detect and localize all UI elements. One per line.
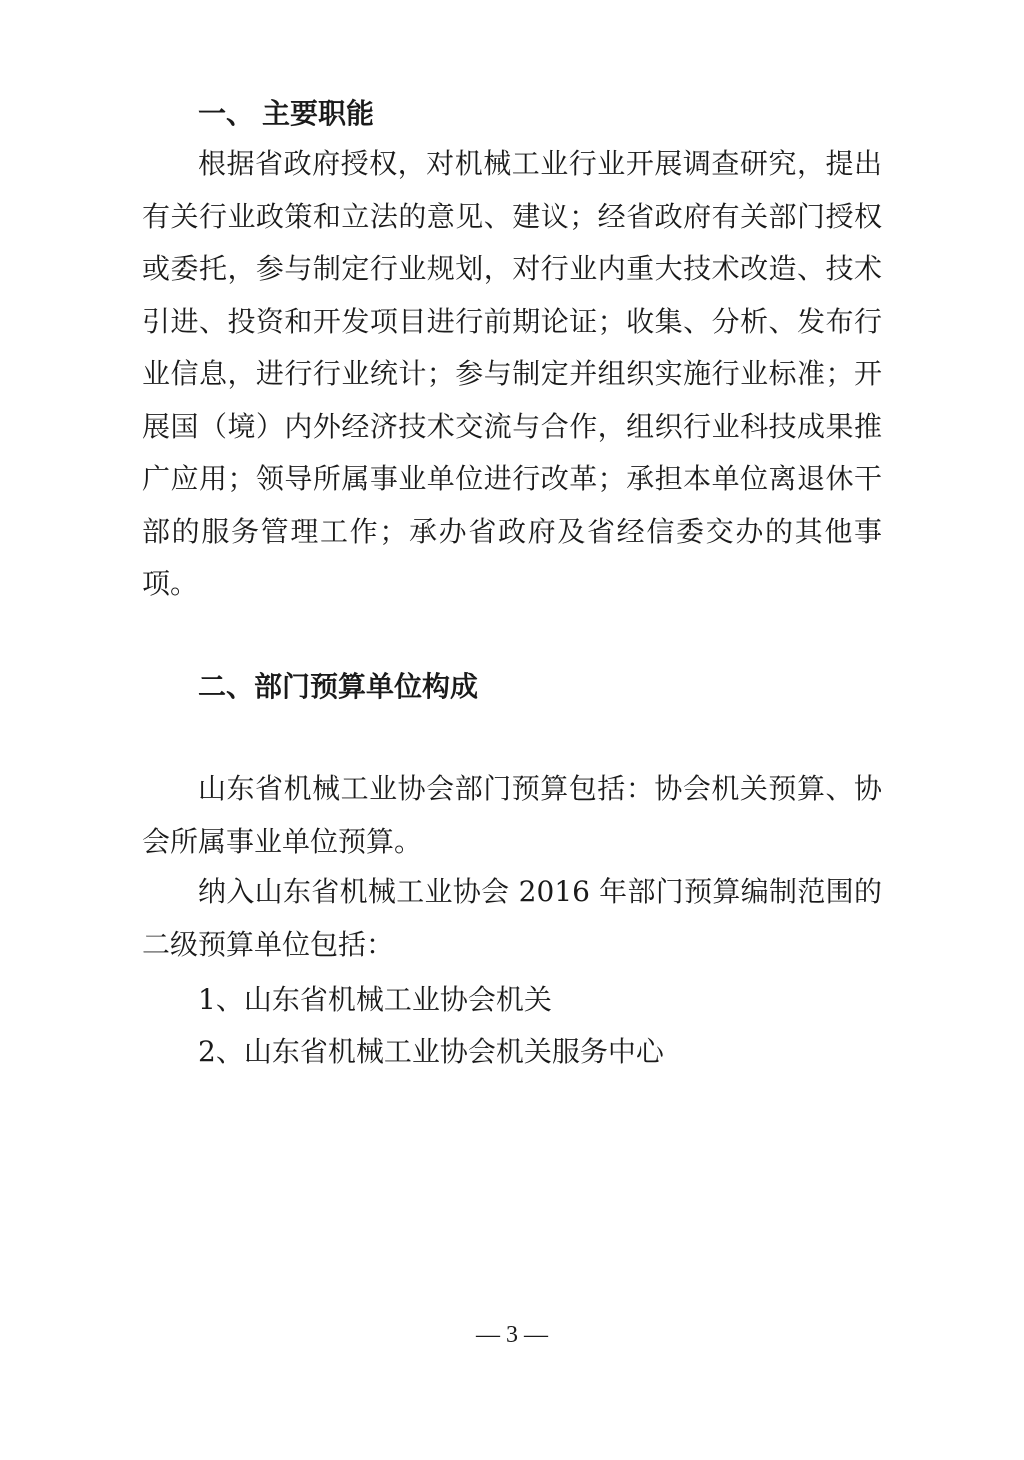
- paragraph-line: 项。: [142, 567, 199, 600]
- paragraph-line: 展国（境）内外经济技术交流与合作，组织行业科技成果推: [142, 409, 882, 443]
- paragraph-line: 二级预算单位包括：: [142, 927, 395, 961]
- section-2-heading: 二、部门预算单位构成: [198, 670, 479, 703]
- page-number: — 3 —: [476, 1322, 548, 1348]
- paragraph-line: 广应用；领导所属事业单位进行改革；承担本单位离退休干: [142, 462, 882, 495]
- section-1-paragraph: [142, 138, 882, 611]
- paragraph-line: 引进、投资和开发项目进行前期论证；收集、分析、发布行: [142, 304, 882, 338]
- paragraph-line: 有关行业政策和立法的意见、建议；经省政府有关部门授权: [142, 199, 882, 233]
- paragraph-line: 业信息，进行行业统计；参与制定并组织实施行业标准；开: [142, 357, 882, 390]
- list-item: 1、山东省机械工业协会机关: [198, 983, 552, 1016]
- paragraph-line: 会所属事业单位预算。: [142, 824, 423, 858]
- section-1-title: 主要职能: [262, 97, 375, 130]
- paragraph-line: 或委托，参与制定行业规划，对行业内重大技术改造、技术: [142, 252, 882, 285]
- section-1-heading: [198, 92, 374, 132]
- section-1-number: 一、: [198, 97, 255, 130]
- section-2-paragraph-1: [142, 763, 882, 868]
- section-2-paragraph-2: [142, 866, 882, 971]
- paragraph-line: 纳入山东省机械工业协会 2016 年部门预算编制范围的: [198, 875, 882, 908]
- paragraph-line: 山东省机械工业协会部门预算包括：协会机关预算、协: [198, 772, 882, 805]
- list-item: 2、山东省机械工业协会机关服务中心: [198, 1035, 664, 1068]
- paragraph-line: 根据省政府授权，对机械工业行业开展调查研究，提出: [198, 147, 882, 180]
- paragraph-line: 部的服务管理工作；承办省政府及省经信委交办的其他事: [142, 514, 882, 548]
